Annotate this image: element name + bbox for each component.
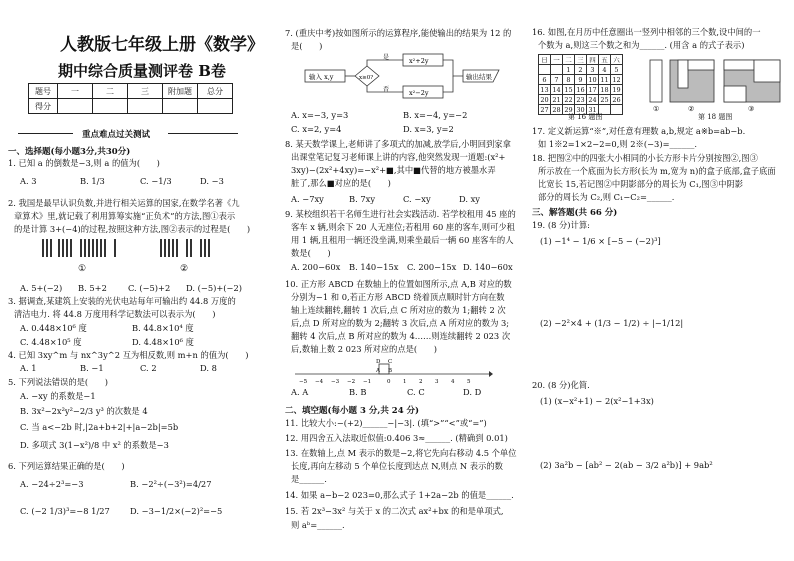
calendar-cell: 29 [564, 105, 573, 114]
calendar-cell: 13 [540, 85, 549, 94]
calendar-cell: 15 [564, 85, 573, 94]
option: C. C [407, 387, 425, 397]
question-text: 翻转 4 次后,点 B 所对应的数为 4……则连续翻转 2 023 次 [291, 331, 511, 341]
option: A. A [291, 387, 309, 397]
point-label: D [376, 359, 381, 365]
option: A. x=−3, y=3 [291, 110, 349, 120]
tick-label: −4 [315, 379, 324, 385]
figure-label: ③ [748, 105, 755, 112]
option: A. 5+(−2) [20, 283, 63, 293]
figure-label: ① [78, 264, 87, 274]
option: D. 多项式 3(1−x²)/8 中 x² 的系数是−3 [20, 440, 169, 450]
calendar-cell: 8 [563, 75, 575, 85]
option: C. 当 a<−2b 时,|2a+b+2|+|a−2b|=5b [20, 422, 179, 432]
tick-label: 2 [419, 379, 423, 385]
flow-top-box: x²+2y [409, 57, 429, 65]
option: A. 1 [20, 363, 37, 373]
question-text: 分别为−1 和 0,若正方形 ABCD 绕着顶点顺时针方向在数 [291, 292, 505, 302]
score-header: 总分 [198, 84, 233, 99]
question-text: 9. 某校组织若干名师生进行社会实践活动. 若学校租用 45 座的 [285, 209, 516, 219]
option: D. 140−60x [463, 262, 513, 272]
calendar-header: 一 [551, 55, 563, 65]
calendar-cell [551, 65, 563, 75]
option: B. 7xy [349, 194, 376, 204]
calendar-cell: 14 [552, 85, 561, 94]
tick-label: −1 [363, 379, 372, 385]
question-text: 7. (重庆中考)按如图所示的运算程序,能使输出的结果为 12 的 [285, 28, 512, 38]
tick-label: −5 [299, 379, 308, 385]
calendar-cell: 23 [576, 95, 585, 104]
question-text: 用 1 辆,且租用一辆还没坐满,则乘坐最后一辆 60 座客车的人 [291, 235, 514, 245]
calendar-header: 日 [539, 55, 551, 65]
option: A. 3 [20, 176, 37, 186]
flow-input: 输入 x,y [309, 73, 334, 81]
score-header: 一 [58, 84, 93, 99]
option: C. 4.48×10⁵ 度 [20, 337, 82, 347]
option: B. −2²÷(−3²)=4/27 [130, 479, 212, 489]
calendar-header: 六 [611, 55, 623, 65]
point-label: B [388, 368, 393, 374]
calendar-table [538, 54, 623, 115]
question-text: 2. 我国是最早认识负数,并进行相关运算的国家,在数学名著《九 [8, 198, 240, 208]
score-cell[interactable] [198, 99, 233, 114]
calendar-cell: 2 [575, 65, 587, 75]
tick-label: −2 [347, 379, 356, 385]
question-text: 13. 在数轴上,点 M 表示的数是−2,将它先向右移动 4.5 个单位 [285, 448, 517, 458]
flow-bottom-box: x²−2y [409, 89, 429, 97]
tick-label: −3 [331, 379, 340, 385]
calendar-header: 四 [587, 55, 599, 65]
question-text: 18. 把图②中的四张大小相同的小长方形卡片分别按图②,图③ [532, 153, 758, 163]
option: A. −7xy [291, 194, 324, 204]
question-text: 11. 比较大小:−(+2)______−|−3|. (填“>”“<”或“=”) [285, 418, 487, 428]
flowchart-figure [303, 52, 503, 100]
score-cell[interactable] [128, 99, 163, 114]
option: B. 44.8×10⁴ 度 [132, 323, 194, 333]
calendar-header: 二 [563, 55, 575, 65]
question-text: 后,数轴上数 2 023 所对应的点是( ) [291, 344, 437, 354]
flow-output: 输出结果 [466, 73, 492, 81]
score-table [28, 83, 233, 114]
calendar-cell: 12 [612, 75, 621, 84]
question-text: 4. 已知 3xy^m 与 nx^3y^2 互为相反数,则 m+n 的值为( ) [8, 350, 249, 360]
expression: (2) −2²×4 + (1/3 − 1/2) ÷ |−1/12| [540, 318, 684, 328]
flow-no: 否 [383, 86, 390, 93]
calendar-cell: 10 [588, 75, 597, 84]
figure-caption: 第 18 题图 [698, 113, 733, 121]
option: B. 140−15x [349, 262, 399, 272]
option: B. 3x²−2x²y²−2/3 y³ 的次数是 4 [20, 406, 148, 416]
question-text: 所示放在一个底面为长方形(长为 m,宽为 n)的盒子底部,盒子底面 [538, 166, 776, 176]
banner-rule [18, 133, 73, 134]
question-text: 章算术》里,就记载了利用算筹实施“正负术”的方法,图①表示 [14, 211, 236, 221]
question-text: 后,点 D 所对应的数为 2;翻转 3 次后,点 A 所对应的数为 3; [291, 318, 510, 328]
score-cell[interactable] [163, 99, 198, 114]
option: D. 4.48×10⁶ 度 [132, 337, 194, 347]
question-text: 是______. [291, 474, 327, 484]
option: B. x=−4, y=−2 [403, 110, 468, 120]
figure-label: ② [180, 264, 189, 274]
calendar-cell: 1 [563, 65, 575, 75]
question-text: 则 aᵇ=______. [291, 520, 345, 530]
number-line-figure [293, 355, 493, 385]
tick-label: 4 [451, 379, 455, 385]
calendar-cell: 21 [552, 95, 561, 104]
expression: (2) 3a²b − [ab² − 2(ab − 3/2 a²b)] + 9ab² [540, 460, 713, 470]
score-header: 二 [93, 84, 128, 99]
left-column [0, 0, 264, 561]
calendar-cell: 11 [600, 75, 609, 84]
calendar-cell: 3 [587, 65, 599, 75]
score-header: 三 [128, 84, 163, 99]
rectangle-cards-figure [648, 56, 788, 112]
option: D. xy [459, 194, 480, 204]
option: B. 1/3 [80, 176, 105, 186]
option: C. 2 [140, 363, 157, 373]
middle-column [263, 0, 520, 561]
question-text: 16. 如图,在月历中任意圈出一竖列中相邻的三个数,设中间的一 [532, 27, 761, 37]
calendar-cell: 6 [539, 75, 551, 85]
flow-condition: x≥0? [359, 75, 374, 81]
score-row-label: 得分 [29, 99, 58, 114]
question-text: 部分的周长为 C₂,则 C₁−C₂=______. [538, 192, 675, 202]
option: A. −xy 的系数是−1 [20, 391, 96, 401]
section-banner: 重点难点过关测试 [82, 130, 151, 140]
calendar-cell: 16 [576, 85, 585, 94]
option: C. (−2 1/3)³=−8 1/27 [20, 506, 110, 516]
calendar-header: 三 [575, 55, 587, 65]
banner-rule [168, 133, 238, 134]
calendar-cell: 19 [612, 85, 621, 94]
calendar-cell: 31 [588, 105, 597, 114]
question-text: 脏了,那么■对应的是( ) [291, 178, 391, 188]
option: C. x=2, y=4 [291, 124, 342, 134]
figure-label: ① [653, 105, 660, 112]
option: D. (−5)+(−2) [186, 283, 242, 293]
score-header: 附加题 [163, 84, 198, 99]
question-text: 清洁电力. 将 44.8 万度用科学记数法可以表示为( ) [14, 309, 216, 319]
question-text: 客车 x 辆,则余下 20 人无座位;若租用 60 座的客车,则可少租 [291, 222, 515, 232]
option: D. D [463, 387, 482, 397]
figure-label: ② [688, 105, 695, 112]
calendar-cell: 7 [551, 75, 563, 85]
calendar-cell: 24 [588, 95, 597, 104]
calendar-cell: 5 [611, 65, 623, 75]
question-text: 如 1※2=1×2−2=0,则 2※(−3)=______. [538, 139, 698, 149]
score-header: 题号 [29, 84, 58, 99]
option: B. 5+2 [78, 283, 107, 293]
question-text: 长度,再向左移动 5 个单位长度到达点 N,则点 N 表示的数 [291, 461, 503, 471]
expression: (1) −1⁴ − 1/6 × [−5 − (−2)³] [540, 236, 661, 246]
question-text: 5. 下列说法错误的是( ) [8, 377, 108, 387]
option: C. (−5)+2 [128, 283, 171, 293]
tick-label: 3 [435, 379, 439, 385]
question-text: 14. 如果 a−b−2 023=0,那么式子 1+2a−2b 的值是______. [285, 490, 514, 500]
calendar-header: 五 [599, 55, 611, 65]
score-cell[interactable] [58, 99, 93, 114]
tick-label: 0 [387, 379, 391, 385]
question-text: 6. 下列运算结果正确的是( ) [8, 461, 125, 471]
question-text: 数是( ) [291, 248, 331, 258]
option: A. −24÷2³=−3 [20, 479, 84, 489]
flow-yes: 是 [383, 54, 390, 61]
question-text: 17. 定义新运算“※”,对任意有理数 a,b,规定 a※b=ab−b. [532, 126, 746, 136]
exam-subtitle: 期中综合质量测评卷 B卷 [58, 62, 226, 80]
calendar-cell [611, 105, 623, 115]
point-label: C [388, 359, 393, 365]
question-text: 10. 正方形 ABCD 在数轴上的位置如图所示,点 A,B 对应的数 [285, 279, 512, 289]
score-cell[interactable] [93, 99, 128, 114]
question-text: 3. 据调查,某建筑上安装的光伏电站每年可输出约 44.8 万度的 [8, 296, 236, 306]
question-text: 是( ) [291, 41, 323, 51]
counting-rods-figure [40, 237, 240, 275]
question-text: 出课堂笔记复习老师课上讲的内容,他突然发现一道题:(x²+ [291, 152, 506, 162]
calendar-cell: 9 [575, 75, 587, 85]
calendar-cell: 4 [599, 65, 611, 75]
question-text: 20. (8 分)化简. [532, 380, 590, 390]
question-text: 轴上连续翻转,翻转 1 次后,点 C 所对应的数为 1;翻转 2 次 [291, 305, 506, 315]
calendar-cell: 25 [600, 95, 609, 104]
option: A. 200−60x [291, 262, 341, 272]
calendar-cell: 20 [540, 95, 549, 104]
calendar-cell: 30 [576, 105, 585, 114]
question-text: 8. 某天数学课上,老师讲了多项式的加减,放学后,小明回到家拿 [285, 139, 511, 149]
option: C. −1/3 [140, 176, 172, 186]
section-heading: 二、填空题(每小题 3 分,共 24 分) [285, 406, 420, 416]
expression: (1) (x−x²+1) − 2(x²−1+3x) [540, 396, 654, 406]
option: D. 8 [200, 363, 217, 373]
calendar-cell: 27 [540, 105, 549, 114]
section-heading: 一、选择题(每小题3分,共30分) [8, 147, 131, 157]
option: C. −xy [403, 194, 431, 204]
calendar-cell: 22 [564, 95, 573, 104]
option: C. 200−15x [407, 262, 457, 272]
option: B. B [349, 387, 367, 397]
calendar-cell: 26 [612, 95, 621, 104]
option: B. −1 [80, 363, 104, 373]
option: D. −3−1/2×(−2)²=−5 [130, 506, 223, 516]
question-text: 3xy)−(2x²+4xy)=−x²+■,其中■代替的地方被墨水弄 [291, 165, 496, 175]
calendar-cell: 28 [552, 105, 561, 114]
tick-label: 1 [403, 379, 407, 385]
option: D. x=3, y=2 [403, 124, 454, 134]
question-text: 1. 已知 a 的倒数是−3,则 a 的值为( ) [8, 158, 160, 168]
section-heading: 三、解答题(共 66 分) [532, 208, 618, 218]
question-text: 比宽长 15,若记图②中阴影部分的周长为 C₁,图③中阴影 [538, 179, 744, 189]
point-label: A [376, 368, 380, 374]
calendar-cell: 18 [600, 85, 609, 94]
question-text: 12. 用四舍五入法取近似值:0.406 3≈______. (精确到 0.01) [285, 433, 508, 443]
tick-label: 5 [467, 379, 471, 385]
question-text: 19. (8 分)计算: [532, 220, 590, 230]
question-text: 的是计算 3+(−4)的过程,按照这种方法,图②表示的过程是( ) [14, 224, 251, 234]
exam-title: 人教版七年级上册《数学》 [60, 35, 264, 55]
figure-caption: 第 16 题图 [568, 113, 603, 121]
question-text: 15. 若 2x³−3x² 与关于 x 的二次式 ax²+bx 的和是单项式, [285, 506, 504, 516]
right-column [526, 0, 794, 561]
calendar-cell: 17 [588, 85, 597, 94]
option: A. 0.448×10⁶ 度 [20, 323, 87, 333]
option: D. −3 [200, 176, 224, 186]
question-text: 个数为 a,则这三个数之和为______. (用含 a 的式子表示) [538, 40, 745, 50]
calendar-cell [539, 65, 551, 75]
